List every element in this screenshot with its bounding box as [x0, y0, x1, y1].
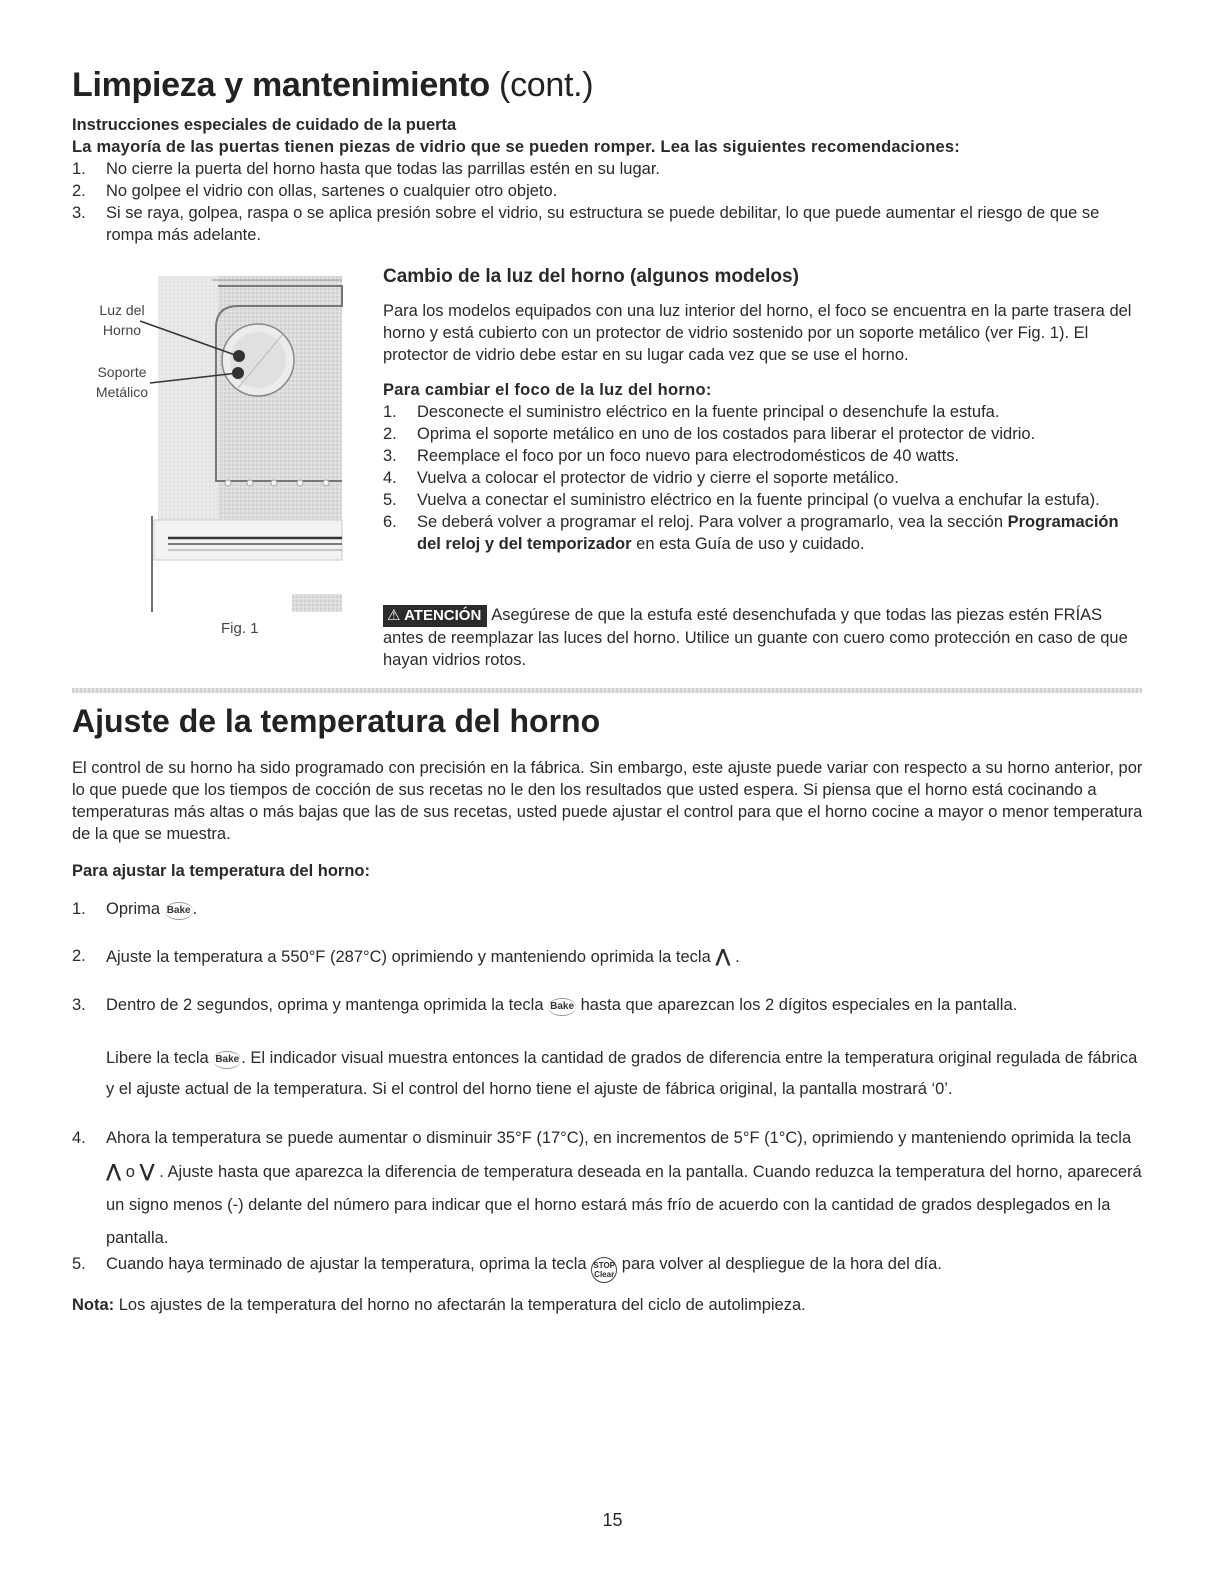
- warning-badge: ⚠ ATENCIÓN: [383, 605, 487, 627]
- section-divider: [72, 688, 1142, 693]
- list-item: 5. Vuelva a conectar el suministro eléctrico en la fuente principal (o vuelva a enchufar la estufa).: [383, 491, 1100, 509]
- bake-key-icon: Bake: [548, 998, 576, 1016]
- bake-key-icon: Bake: [165, 902, 193, 920]
- list-item: 3. Reemplace el foco por un foco nuevo para electrodomésticos de 40 watts.: [383, 447, 960, 465]
- list-item: 3. Dentro de 2 segundos, oprima y mantenga oprimida la tecla Bake hasta que aparezcan los 2 dígitos especiales en la pantalla.: [72, 996, 1018, 1014]
- list-item: 1. Oprima Bake .: [72, 900, 198, 918]
- list-item: Libere la tecla Bake . El indicador visual muestra entonces la cantidad de grados de diferencia entre la temperatura original regulada de fábrica y el ajuste actual de la temperatura. Si el control del horno tiene el ajuste de fábrica original, la pantalla mostrará ‘0’.: [106, 1049, 1138, 1098]
- temperature-subheading: Para ajustar la temperatura del horno:: [72, 862, 371, 880]
- list-item: 1. Desconecte el suministro eléctrico en la fuente principal o desenchufe la estufa.: [383, 403, 1000, 421]
- light-heading: Cambio de la luz del horno (algunos modelos): [383, 266, 799, 287]
- list-item: 2. No golpee el vidrio con ollas, sartenes o cualquier otro objeto.: [72, 182, 558, 200]
- title-main: Limpieza y mantenimiento: [72, 66, 490, 104]
- light-steps: [383, 401, 1145, 555]
- label-metal-support: Soporte Metálico: [95, 364, 149, 400]
- list-item: 4. Ahora la temperatura se puede aumentar o disminuir 35°F (17°C), en incrementos de 5°F (1°C), oprimiendo y manteniendo oprimida la tecla ⋀ o ⋁ . Ajuste hasta que aparezca la diferencia de temperatura deseada en la pantalla. Cuando reduzca la temperatura del horno, aparecerá un signo menos (-) delante del número para indicar que el horno estará más frío de acuerdo con la cantidad de grados desplegados en la pantalla.: [72, 1129, 1142, 1247]
- light-intro: Para los modelos equipados con una luz interior del horno, el foco se encuentra en la parte trasera del horno y está cubierto con un protector de vidrio sostenido por un soporte metálico (ver Fig. 1). El protector de vidrio debe estar en su lugar cada vez que se use el horno.: [383, 302, 1132, 364]
- up-arrow-icon: ⋀: [715, 946, 731, 966]
- list-item: 3. Si se raya, golpea, raspa o se aplica presión sobre el vidrio, su estructura se puede debilitar, lo que puede aumentar el riesgo de que se rompa más adelante.: [72, 204, 1100, 244]
- down-arrow-icon: ⋁: [139, 1161, 155, 1181]
- label-oven-light: Luz del Horno: [99, 302, 145, 338]
- title-cont: (cont.): [499, 66, 594, 104]
- page-title: [72, 66, 593, 105]
- list-item: 4. Vuelva a colocar el protector de vidrio y cierre el soporte metálico.: [383, 469, 899, 487]
- list-item: 5. Cuando haya terminado de ajustar la temperatura, oprima la tecla STOP Clear para volver al despliegue de la hora del día.: [72, 1253, 1144, 1283]
- list-item: 1. No cierre la puerta del horno hasta que todas las parrillas estén en su lugar.: [72, 160, 660, 178]
- door-heading: Instrucciones especiales de cuidado de la puerta: [72, 116, 457, 134]
- light-subheading: Para cambiar el foco de la luz del horno:: [383, 381, 712, 399]
- bake-key-icon: Bake: [213, 1051, 241, 1069]
- stop-clear-key-icon: STOP Clear: [591, 1257, 617, 1283]
- door-list: [72, 158, 1144, 246]
- figure-caption: Fig. 1: [221, 620, 259, 637]
- section-title-temperature: Ajuste de la temperatura del horno: [72, 703, 601, 739]
- note: Nota: Los ajustes de la temperatura del horno no afectarán la temperatura del ciclo de autolimpieza.: [72, 1296, 806, 1314]
- up-arrow-icon: ⋀: [106, 1161, 122, 1181]
- list-item: 6. Se deberá volver a programar el reloj. Para volver a programarlo, vea la sección Programación del reloj y del temporizador en esta Guía de uso y cuidado.: [383, 513, 1119, 553]
- temperature-intro: El control de su horno ha sido programado con precisión en la fábrica. Sin embargo, este ajuste puede variar con respecto a su horno anterior, por lo que puede que los tiempos de cocción de sus recetas no le den los resultados que usted espera. Si piensa que el horno está cocinando a temperaturas más altas o más bajas que las de sus recetas, usted puede ajustar el control para que el horno cocine a mayor o menor temperatura de la que se muestra.: [72, 759, 1143, 843]
- list-item: 2. Oprima el soporte metálico en uno de los costados para liberar el protector de vidrio.: [383, 425, 1036, 443]
- door-warning: La mayoría de las puertas tienen piezas de vidrio que se pueden romper. Lea las siguientes recomendaciones:: [72, 138, 960, 156]
- light-warning: ⚠ ATENCIÓN Asegúrese de que la estufa esté desenchufada y que todas las piezas estén FRÍAS antes de reemplazar las luces del horno. Utilice un guante con cuero como protección en caso de que hayan vidrios rotos.: [383, 606, 1128, 669]
- list-item: 2. Ajuste la temperatura a 550°F (287°C) oprimiendo y manteniendo oprimida la tecla ⋀ .: [72, 946, 740, 966]
- page-number: 15: [602, 1510, 623, 1530]
